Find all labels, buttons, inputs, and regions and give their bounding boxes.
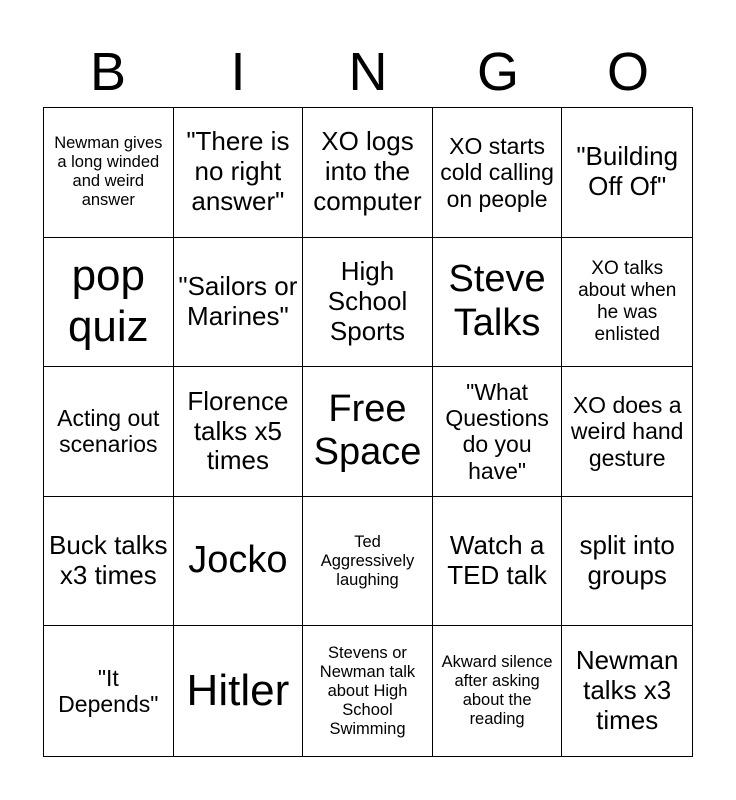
bingo-cell[interactable] — [44, 497, 174, 627]
bingo-cell-text: Ted Aggressively laughing — [320, 532, 415, 589]
bingo-cell-text: XO starts cold calling on people — [440, 132, 554, 212]
bingo-board — [43, 107, 693, 757]
bingo-cell-text: Newman talks x3 times — [575, 645, 679, 736]
header-letter-b: B — [89, 42, 127, 102]
bingo-cell[interactable] — [174, 626, 304, 756]
bingo-cell[interactable] — [303, 497, 433, 627]
bingo-cell-text: "Building Off Of" — [576, 141, 679, 202]
header-letter-i: I — [230, 42, 246, 102]
bingo-cell-text: High School Sports — [327, 256, 408, 346]
bingo-cell-text: Florence talks x5 times — [187, 385, 289, 476]
bingo-cell[interactable] — [174, 367, 304, 497]
bingo-cell-text: Free Space — [313, 387, 422, 474]
bingo-cell[interactable] — [433, 238, 563, 368]
bingo-cell[interactable] — [303, 108, 433, 238]
bingo-cell-text: Watch a TED talk — [447, 530, 547, 591]
bingo-cell-text: XO talks about when he was enlisted — [578, 258, 677, 345]
bingo-cell[interactable] — [433, 626, 563, 756]
bingo-cell[interactable] — [562, 108, 692, 238]
bingo-cell[interactable] — [174, 238, 304, 368]
bingo-cell-text: pop quiz — [67, 251, 149, 351]
bingo-cell-text: Stevens or Newman talk about High School Swimming — [319, 643, 416, 738]
bingo-cell[interactable] — [303, 238, 433, 368]
bingo-cell-text: "There is no right answer" — [186, 126, 290, 217]
bingo-cell-text: Acting out scenarios — [57, 405, 160, 458]
bingo-cell[interactable] — [562, 626, 692, 756]
header-letter-g: G — [476, 42, 519, 102]
bingo-cell[interactable] — [44, 367, 174, 497]
bingo-cell-text: Jocko — [188, 539, 288, 582]
bingo-cell-text: XO logs into the computer — [313, 126, 422, 217]
bingo-cell-text: "Sailors or Marines" — [178, 271, 298, 331]
bingo-cell[interactable] — [44, 108, 174, 238]
bingo-cell-text: "It Depends" — [58, 664, 159, 718]
bingo-cell-text: Newman gives a long winded and weird answer — [54, 134, 163, 210]
bingo-header — [43, 40, 693, 104]
bingo-cell[interactable] — [562, 238, 692, 368]
bingo-cell[interactable] — [303, 626, 433, 756]
bingo-cell-text: XO does a weird hand gesture — [570, 391, 684, 471]
bingo-cell[interactable] — [44, 626, 174, 756]
bingo-cell-text: Hitler — [186, 665, 290, 715]
bingo-cell-text: split into groups — [579, 530, 675, 591]
bingo-cell[interactable] — [433, 367, 563, 497]
bingo-cell[interactable] — [174, 497, 304, 627]
bingo-cell-text: Buck talks x3 times — [49, 530, 168, 591]
header-letter-n: N — [348, 42, 388, 102]
bingo-cell[interactable] — [433, 497, 563, 627]
bingo-cell-text: "What Questions do you have" — [445, 378, 549, 484]
bingo-cell[interactable] — [174, 108, 304, 238]
bingo-cell[interactable] — [562, 367, 692, 497]
header-letter-o: O — [606, 42, 649, 102]
bingo-cell-text: Akward silence after asking about the reading — [441, 653, 553, 729]
bingo-cell[interactable] — [44, 238, 174, 368]
bingo-cell[interactable] — [433, 108, 563, 238]
bingo-cell-text: Steve Talks — [448, 258, 546, 344]
bingo-cell[interactable] — [303, 367, 433, 497]
bingo-cell[interactable] — [562, 497, 692, 627]
